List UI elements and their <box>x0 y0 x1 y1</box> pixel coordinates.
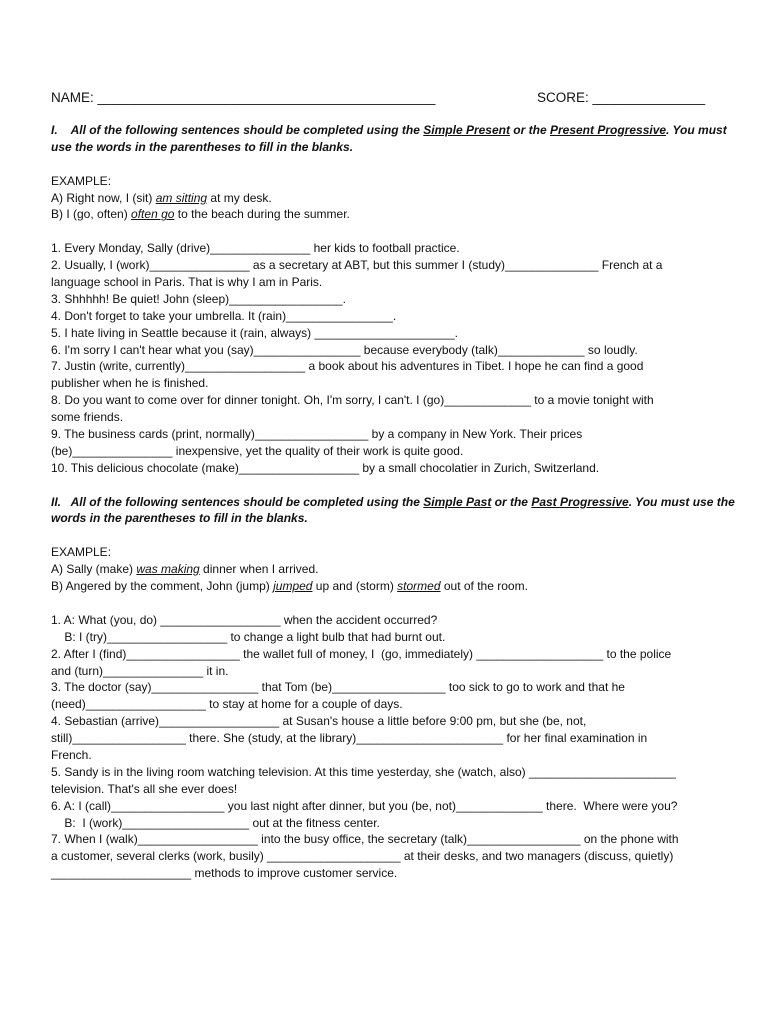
question-line: 1. Every Monday, Sally (drive)_______________ her kids to football practice. <box>51 241 460 256</box>
question-line: 7. When I (walk)__________________ into the busy office, the secretary (talk)_________________ on the phone with <box>51 832 679 847</box>
question-line: 10. This delicious chocolate (make)__________________ by a small chocolatier in Zurich, Switzerland. <box>51 460 600 475</box>
question-line: (be)_______________ inexpensive, yet the quality of their work is quite good. <box>51 443 464 458</box>
example-answer: often go <box>131 207 175 222</box>
section-1-example-b: B) I (go, often) often go to the beach during the summer. <box>51 207 350 222</box>
name-blank[interactable]: _____________________________________________ <box>97 90 436 105</box>
score-label: SCORE: <box>537 90 589 105</box>
question-line: 9. The business cards (print, normally)_________________ by a company in New York. Their prices <box>51 427 583 442</box>
section-1-example-label: EXAMPLE: <box>51 173 112 188</box>
question-line: B: I (work)___________________ out at the fitness center. <box>51 815 380 830</box>
question-line: B: I (try)__________________ to change a light bulb that had burnt out. <box>51 629 446 644</box>
section-2-instructions: II. All of the following sentences should be completed using the Simple Past or the Past Progressive. You must use the <box>51 494 735 509</box>
name-line <box>51 90 435 105</box>
question-line: some friends. <box>51 410 124 425</box>
question-line: still)_________________ there. She (study, at the library)______________________ for her final examination in <box>51 731 648 746</box>
question-line: 8. Do you want to come over for dinner tonight. Oh, I'm sorry, I can't. I (go)_____________ to a movie tonight with <box>51 393 654 408</box>
name-label: NAME: <box>51 90 94 105</box>
section-1-example-a: A) Right now, I (sit) am sitting at my desk. <box>51 190 272 205</box>
question-line: _____________________ methods to improve customer service. <box>51 866 398 881</box>
question-line: 2. After I (find)_________________ the wallet full of money, I (go, immediately) ___________________ to the police <box>51 646 672 661</box>
score-line <box>537 90 705 105</box>
score-blank[interactable]: _______________ <box>592 90 706 105</box>
question-line: a customer, several clerks (work, busily) ____________________ at their desks, and two managers (discuss, quietly) <box>51 849 674 864</box>
question-line: 5. Sandy is in the living room watching television. At this time yesterday, she (watch, also) ______________________ <box>51 764 676 779</box>
example-answer: jumped <box>273 579 313 594</box>
question-line: and (turn)_______________ it in. <box>51 663 229 678</box>
question-line: 3. Shhhhh! Be quiet! John (sleep)_________________. <box>51 291 346 306</box>
question-line: 7. Justin (write, currently)__________________ a book about his adventures in Tibet. I hope he can find a good <box>51 359 644 374</box>
section-1-instructions: I. All of the following sentences should be completed using the Simple Present or the Present Progressive. You must <box>51 123 727 137</box>
worksheet-body <box>51 122 735 882</box>
question-line: 5. I hate living in Seattle because it (rain, always) _____________________. <box>51 325 458 340</box>
question-line: 6. I'm sorry I can't hear what you (say)________________ because everybody (talk)_____________ so loudly. <box>51 342 638 357</box>
example-answer: was making <box>136 562 200 577</box>
section-1-instructions-cont: use the words in the parentheses to fill in the blanks. <box>51 139 354 154</box>
section-2-instructions-cont: words in the parentheses to fill in the blanks. <box>51 511 308 526</box>
question-line: French. <box>51 747 92 762</box>
question-line: 1. A: What (you, do) __________________ when the accident occurred? <box>51 612 438 627</box>
question-line: 4. Sebastian (arrive)__________________ at Susan's house a little before 9:00 pm, but she (be, not, <box>51 714 587 729</box>
question-line: 4. Don't forget to take your umbrella. It (rain)________________. <box>51 308 397 323</box>
section-2-example-label: EXAMPLE: <box>51 545 112 560</box>
question-line: publisher when he is finished. <box>51 376 209 391</box>
question-line: 6. A: I (call)_________________ you last night after dinner, but you (be, not)_____________ there. Where were you? <box>51 798 678 813</box>
question-line: 2. Usually, I (work)_______________ as a secretary at ABT, but this summer I (study)______________ French at a <box>51 258 663 273</box>
section-2-example-b: B) Angered by the comment, John (jump) jumped up and (storm) stormed out of the room. <box>51 579 528 594</box>
question-line: television. That's all she ever does! <box>51 781 238 796</box>
question-line: (need)__________________ to stay at home for a couple of days. <box>51 697 403 712</box>
example-answer: am sitting <box>155 190 208 205</box>
question-line: 3. The doctor (say)________________ that Tom (be)_________________ too sick to go to work and that he <box>51 680 625 695</box>
question-line: language school in Paris. That is why I am in Paris. <box>51 275 323 290</box>
section-2-example-a: A) Sally (make) was making dinner when I arrived. <box>51 562 319 577</box>
example-answer: stormed <box>397 579 441 594</box>
